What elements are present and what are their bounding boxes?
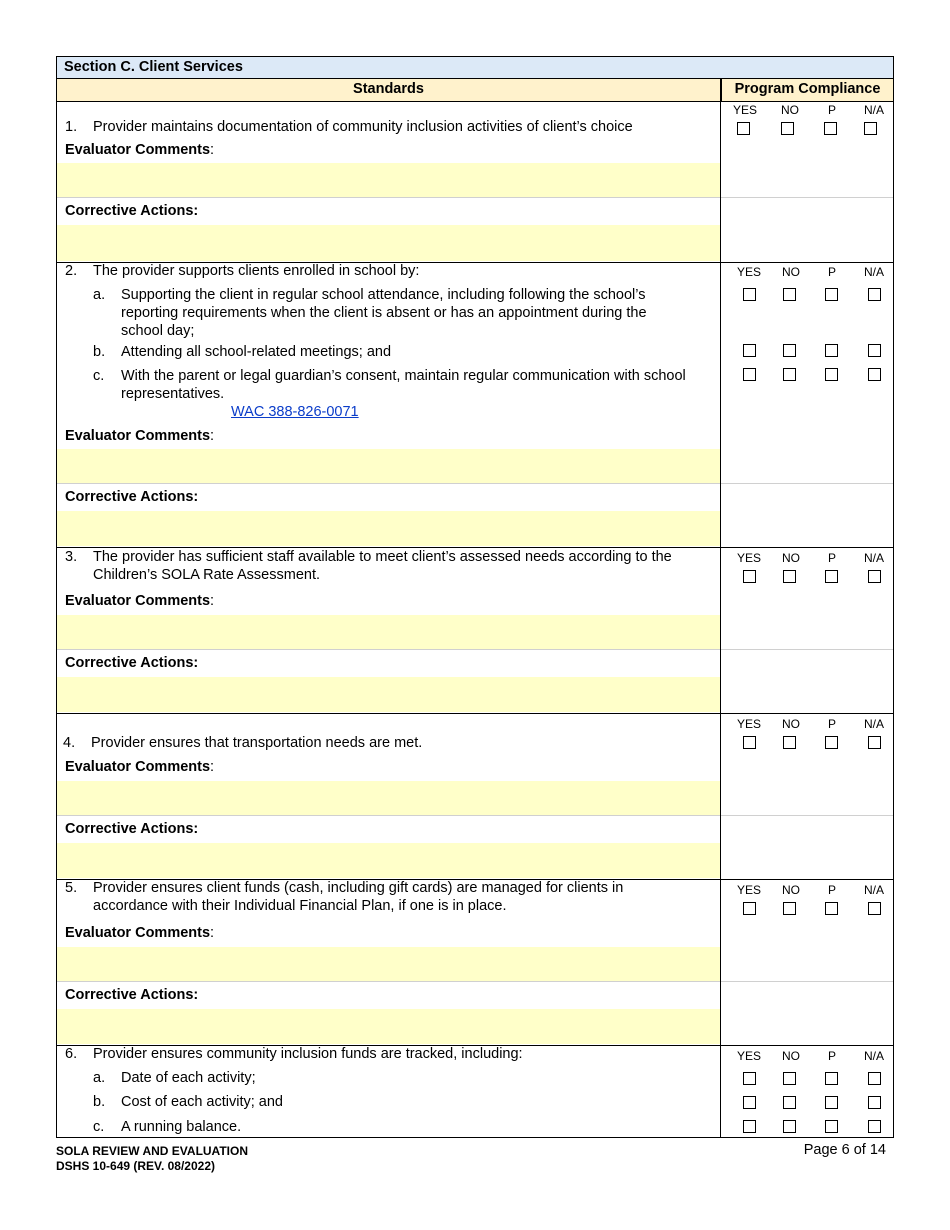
compliance-labels-2: YES NO P N/A — [736, 265, 884, 279]
item3-no-checkbox[interactable] — [783, 570, 796, 583]
item1-evaluator-label: Evaluator Comments: — [65, 142, 215, 158]
wac-link[interactable]: WAC 388-826-0071 — [231, 404, 359, 420]
item2c-p-checkbox[interactable] — [825, 368, 838, 381]
column-divider — [720, 79, 721, 1137]
item5-text: Provider ensures client funds (cash, including gift cards) are managed for clients in accordance with their Individual Financial Plan, if one is in place. — [93, 880, 624, 914]
item4-corrective-field[interactable] — [57, 843, 720, 878]
item6b-yes-checkbox[interactable] — [743, 1096, 756, 1109]
item4-number: 4. — [63, 735, 76, 751]
item2-number: 2. — [65, 263, 78, 279]
compliance-labels-3: YES NO P N/A — [736, 551, 884, 565]
item2c-letter: c. — [93, 368, 105, 384]
item6a-text: Date of each activity; — [121, 1070, 256, 1086]
divider — [57, 981, 720, 982]
item2b-text: Attending all school-related meetings; and — [121, 344, 392, 360]
divider — [721, 981, 893, 982]
section-title: Section C. Client Services — [57, 57, 893, 79]
standards-header: Standards — [57, 79, 720, 102]
item2b-na-checkbox[interactable] — [868, 344, 881, 357]
item3-evaluator-field[interactable] — [57, 615, 720, 649]
compliance-labels-1: YES NO P N/A — [732, 103, 884, 117]
client-services-table — [56, 56, 894, 1138]
item6-text: Provider ensures community inclusion funds are tracked, including: — [93, 1046, 523, 1062]
divider — [721, 197, 893, 198]
item4-evaluator-field[interactable] — [57, 781, 720, 815]
item2a-no-checkbox[interactable] — [783, 288, 796, 301]
item1-number: 1. — [65, 119, 78, 135]
item4-corrective-label: Corrective Actions: — [65, 821, 199, 837]
item3-evaluator-label: Evaluator Comments: — [65, 593, 215, 609]
item2c-no-checkbox[interactable] — [783, 368, 796, 381]
item6b-text: Cost of each activity; and — [121, 1094, 283, 1110]
item2-corrective-label: Corrective Actions: — [65, 489, 199, 505]
item5-yes-checkbox[interactable] — [743, 902, 756, 915]
item2-evaluator-label: Evaluator Comments: — [65, 428, 215, 444]
compliance-header: Program Compliance — [721, 79, 893, 102]
divider — [57, 649, 720, 650]
item4-evaluator-label: Evaluator Comments: — [65, 759, 215, 775]
item2b-p-checkbox[interactable] — [825, 344, 838, 357]
item3-yes-checkbox[interactable] — [743, 570, 756, 583]
item5-number: 5. — [65, 880, 78, 896]
item2c-yes-checkbox[interactable] — [743, 368, 756, 381]
divider — [721, 483, 893, 484]
item6c-letter: c. — [93, 1119, 105, 1135]
item4-yes-checkbox[interactable] — [743, 736, 756, 749]
item3-number: 3. — [65, 549, 78, 565]
item6c-yes-checkbox[interactable] — [743, 1120, 756, 1133]
item2c-text: With the parent or legal guardian’s consent, maintain regular communication with school representatives. — [121, 368, 686, 402]
item1-p-checkbox[interactable] — [824, 122, 837, 135]
item6a-yes-checkbox[interactable] — [743, 1072, 756, 1085]
footer-form-number: DSHS 10-649 (REV. 08/2022) — [56, 1159, 215, 1173]
compliance-labels-4: YES NO P N/A — [736, 717, 884, 731]
item2-evaluator-field[interactable] — [57, 449, 720, 483]
item3-corrective-field[interactable] — [57, 677, 720, 712]
item4-p-checkbox[interactable] — [825, 736, 838, 749]
item2b-no-checkbox[interactable] — [783, 344, 796, 357]
item6a-letter: a. — [93, 1070, 106, 1086]
item6a-p-checkbox[interactable] — [825, 1072, 838, 1085]
item3-p-checkbox[interactable] — [825, 570, 838, 583]
item1-yes-checkbox[interactable] — [737, 122, 750, 135]
item2a-yes-checkbox[interactable] — [743, 288, 756, 301]
compliance-labels-5: YES NO P N/A — [736, 883, 884, 897]
item3-text: The provider has sufficient staff available to meet client’s assessed needs according to the Children’s SOLA Rate Assessment. — [93, 549, 672, 583]
item2a-na-checkbox[interactable] — [868, 288, 881, 301]
item6a-no-checkbox[interactable] — [783, 1072, 796, 1085]
divider — [721, 649, 893, 650]
item6b-no-checkbox[interactable] — [783, 1096, 796, 1109]
item1-na-checkbox[interactable] — [864, 122, 877, 135]
item2a-letter: a. — [93, 287, 106, 303]
item4-no-checkbox[interactable] — [783, 736, 796, 749]
item5-na-checkbox[interactable] — [868, 902, 881, 915]
item4-na-checkbox[interactable] — [868, 736, 881, 749]
item5-corrective-field[interactable] — [57, 1009, 720, 1044]
item6c-na-checkbox[interactable] — [868, 1120, 881, 1133]
item5-corrective-label: Corrective Actions: — [65, 987, 199, 1003]
divider — [57, 483, 720, 484]
item6c-p-checkbox[interactable] — [825, 1120, 838, 1133]
divider — [57, 815, 720, 816]
footer-title: SOLA REVIEW AND EVALUATION — [56, 1144, 248, 1158]
compliance-labels-6: YES NO P N/A — [736, 1049, 884, 1063]
item2c-na-checkbox[interactable] — [868, 368, 881, 381]
item4-text: Provider ensures that transportation needs are met. — [91, 735, 423, 751]
item1-evaluator-field[interactable] — [57, 163, 720, 197]
item6b-p-checkbox[interactable] — [825, 1096, 838, 1109]
item2a-text: Supporting the client in regular school attendance, including following the school’s reporting requirements when the client is absent or has an appointment during the school day; — [121, 287, 647, 339]
row-border — [57, 713, 893, 714]
divider — [721, 815, 893, 816]
item1-text: Provider maintains documentation of community inclusion activities of client’s choice — [93, 119, 633, 135]
item2-corrective-field[interactable] — [57, 511, 720, 546]
item5-evaluator-label: Evaluator Comments: — [65, 925, 215, 941]
item1-corrective-label: Corrective Actions: — [65, 203, 199, 219]
item1-corrective-field[interactable] — [57, 225, 720, 261]
item6-number: 6. — [65, 1046, 78, 1062]
item2b-letter: b. — [93, 344, 106, 360]
item6c-text: A running balance. — [121, 1119, 242, 1135]
page-number: Page 6 of 14 — [803, 1142, 886, 1158]
item6b-letter: b. — [93, 1094, 106, 1110]
item3-na-checkbox[interactable] — [868, 570, 881, 583]
item6a-na-checkbox[interactable] — [868, 1072, 881, 1085]
item3-corrective-label: Corrective Actions: — [65, 655, 199, 671]
item5-evaluator-field[interactable] — [57, 947, 720, 981]
item2a-p-checkbox[interactable] — [825, 288, 838, 301]
item2b-yes-checkbox[interactable] — [743, 344, 756, 357]
item6b-na-checkbox[interactable] — [868, 1096, 881, 1109]
divider — [57, 197, 720, 198]
item5-no-checkbox[interactable] — [783, 902, 796, 915]
item6c-no-checkbox[interactable] — [783, 1120, 796, 1133]
item2-text: The provider supports clients enrolled in school by: — [93, 263, 420, 279]
item1-no-checkbox[interactable] — [781, 122, 794, 135]
form-footer — [56, 1144, 248, 1174]
item5-p-checkbox[interactable] — [825, 902, 838, 915]
